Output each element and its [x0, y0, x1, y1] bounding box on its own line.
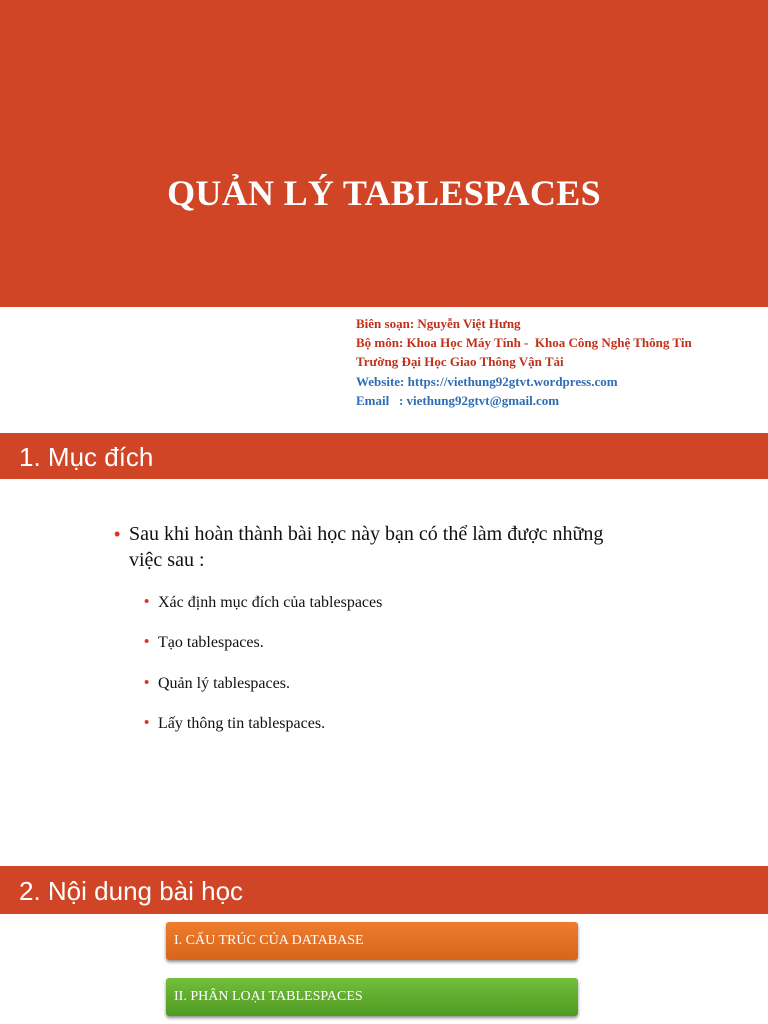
title-slide	[0, 0, 768, 307]
author-info	[356, 314, 692, 410]
list-item: • Tạo tablespaces.	[144, 633, 264, 651]
section-heading-bar	[0, 433, 768, 479]
bullet-icon: •	[144, 633, 150, 650]
department-line: Bộ môn: Khoa Học Máy Tính - Khoa Công Nghệ Thông Tin	[356, 335, 692, 351]
bullet-icon: •	[144, 593, 150, 610]
bullet-icon: •	[114, 524, 121, 544]
section-heading: 1. Mục đích	[19, 442, 154, 472]
university-line: Trường Đại Học Giao Thông Vận Tải	[356, 354, 564, 370]
bullet-icon: •	[144, 674, 150, 691]
list-item: • Lấy thông tin tablespaces.	[144, 714, 326, 732]
toc-button-tablespace-types[interactable]: II. PHÂN LOẠI TABLESPACES	[166, 978, 578, 1016]
email-line[interactable]: Email : viethung92gtvt@gmail.com	[356, 392, 560, 408]
list-item: • Quản lý tablespaces.	[144, 674, 290, 692]
list-item: • Xác định mục đích của tablespaces	[144, 593, 383, 611]
bullet-icon: •	[144, 714, 150, 731]
author-line: Biên soạn: Nguyễn Việt Hưng	[356, 316, 521, 331]
toc-button-database-structure[interactable]: I. CẤU TRÚC CỦA DATABASE	[166, 922, 578, 960]
intro-bullet	[114, 521, 634, 573]
slide-title: QUẢN LÝ TABLESPACES	[167, 173, 601, 213]
section-heading: 2. Nội dung bài học	[19, 876, 244, 906]
intro-text: Sau khi hoàn thành bài học này bạn có thể làm được những việc sau :	[129, 523, 604, 571]
section-heading-bar	[0, 866, 768, 914]
website-line[interactable]: Website: https://viethung92gtvt.wordpress.com	[356, 373, 618, 389]
